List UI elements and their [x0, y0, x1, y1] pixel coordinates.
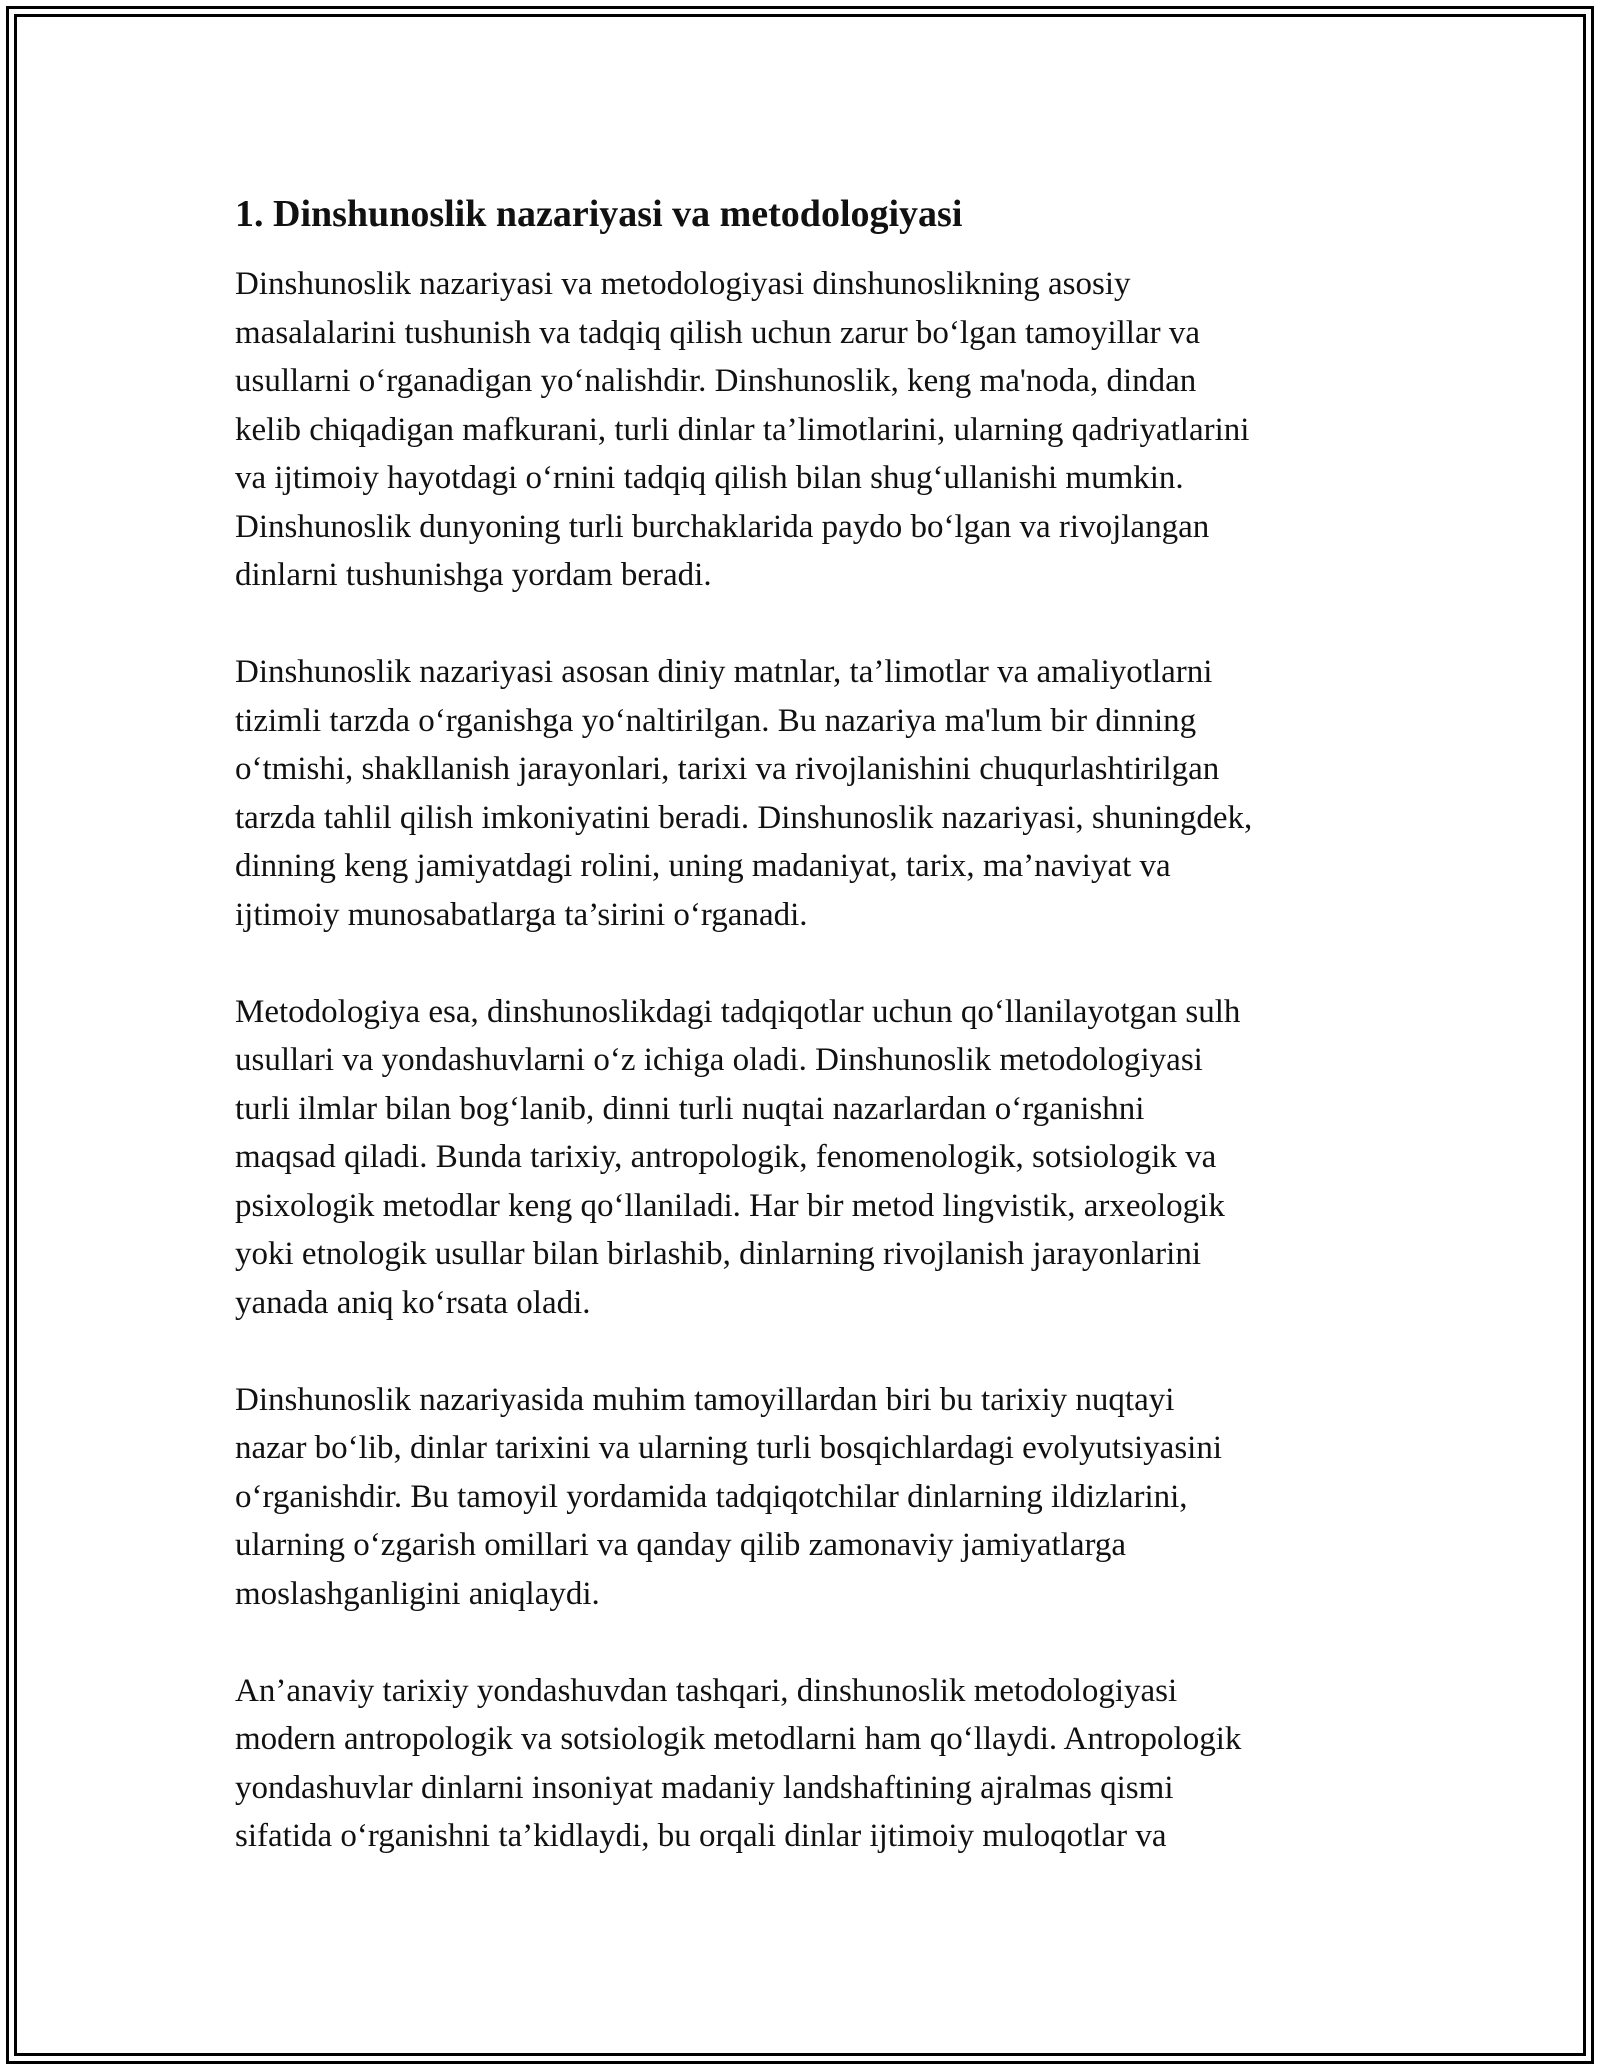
paragraph-line: usullari va yondashuvlarni o‘z ichiga oladi. Dinshunoslik metodologiyasi [235, 1042, 1203, 1078]
paragraph-line: modern antropologik va sotsiologik metodlarni ham qo‘llaydi. Antropologik [235, 1721, 1242, 1757]
paragraph-line: Metodologiya esa, dinshunoslikdagi tadqiqotlar uchun qo‘llanilayotgan sulh [235, 993, 1241, 1030]
paragraph-line: ijtimoiy munosabatlarga ta’sirini o‘rganadi. [235, 896, 808, 933]
paragraph-line: tizimli tarzda o‘rganishga yo‘naltirilgan. Bu nazariya ma'lum bir dinning [235, 702, 1197, 739]
paragraph-line: yanada aniq ko‘rsata oladi. [235, 1284, 591, 1321]
paragraph-line: sifatida o‘rganishni ta’kidlaydi, bu orqali dinlar ijtimoiy muloqotlar va [235, 1818, 1167, 1854]
paragraph-line: psixologik metodlar keng qo‘llaniladi. Har bir metod lingvistik, arxeologik [235, 1187, 1225, 1224]
paragraph-line: dinning keng jamiyatdagi rolini, uning madaniyat, tarix, ma’naviyat va [235, 848, 1171, 884]
paragraph-line: yondashuvlar dinlarni insoniyat madaniy landshaftining ajralmas qismi [235, 1769, 1174, 1806]
paragraph-line: Dinshunoslik nazariyasi asosan diniy matnlar, ta’limotlar va amaliyotlarni [235, 654, 1213, 690]
paragraph-line: Dinshunoslik nazariyasida muhim tamoyillardan biri bu tarixiy nuqtayi [235, 1381, 1175, 1418]
document-body [235, 190, 1375, 1909]
paragraph-line: moslashganligini aniqlaydi. [235, 1575, 600, 1612]
paragraph-line: nazar bo‘lib, dinlar tarixini va ularning turli bosqichlardagi evolyutsiyasini [235, 1430, 1223, 1466]
paragraph-line: maqsad qiladi. Bunda tarixiy, antropologik, fenomenologik, sotsiologik va [235, 1139, 1217, 1175]
paragraph-line: Dinshunoslik dunyoning turli burchaklarida paydo bo‘lgan va rivojlangan [235, 508, 1210, 545]
paragraph-line: Dinshunoslik nazariyasi va metodologiyasi dinshunoslikning asosiy [235, 266, 1131, 302]
paragraph-line: ularning o‘zgarish omillari va qanday qilib zamonaviy jamiyatlarga [235, 1527, 1127, 1563]
paragraph [235, 1667, 1375, 1861]
paragraph [235, 260, 1375, 600]
paragraph-line: turli ilmlar bilan bog‘lanib, dinni turli nuqtai nazarlardan o‘rganishni [235, 1090, 1145, 1127]
paragraph-line: masalalarini tushunish va tadqiq qilish uchun zarur bo‘lgan tamoyillar va [235, 314, 1201, 351]
paragraph-line: usullarni o‘rganadigan yo‘nalishdir. Dinshunoslik, keng ma'noda, dindan [235, 363, 1197, 399]
section-heading: 1. Dinshunoslik nazariyasi va metodologiyasi [235, 193, 963, 235]
paragraph [235, 648, 1375, 939]
paragraph-line: va ijtimoiy hayotdagi o‘rnini tadqiq qilish bilan shug‘ullanishi mumkin. [235, 460, 1184, 496]
paragraph-list [235, 260, 1375, 1861]
paragraph-line: o‘rganishdir. Bu tamoyil yordamida tadqiqotchilar dinlarning ildizlarini, [235, 1478, 1188, 1515]
paragraph-line: kelib chiqadigan mafkurani, turli dinlar ta’limotlarini, ularning qadriyatlarini [235, 411, 1250, 448]
paragraph-line: o‘tmishi, shakllanish jarayonlari, tarixi va rivojlanishini chuqurlashtirilgan [235, 751, 1220, 787]
paragraph-line: An’anaviy tarixiy yondashuvdan tashqari, dinshunoslik metodologiyasi [235, 1672, 1178, 1709]
paragraph [235, 1376, 1375, 1619]
paragraph-line: dinlarni tushunishga yordam beradi. [235, 557, 712, 593]
paragraph-line: tarzda tahlil qilish imkoniyatini beradi. Dinshunoslik nazariyasi, shuningdek, [235, 799, 1253, 836]
paragraph-line: yoki etnologik usullar bilan birlashib, dinlarning rivojlanish jarayonlarini [235, 1236, 1201, 1272]
paragraph [235, 988, 1375, 1328]
